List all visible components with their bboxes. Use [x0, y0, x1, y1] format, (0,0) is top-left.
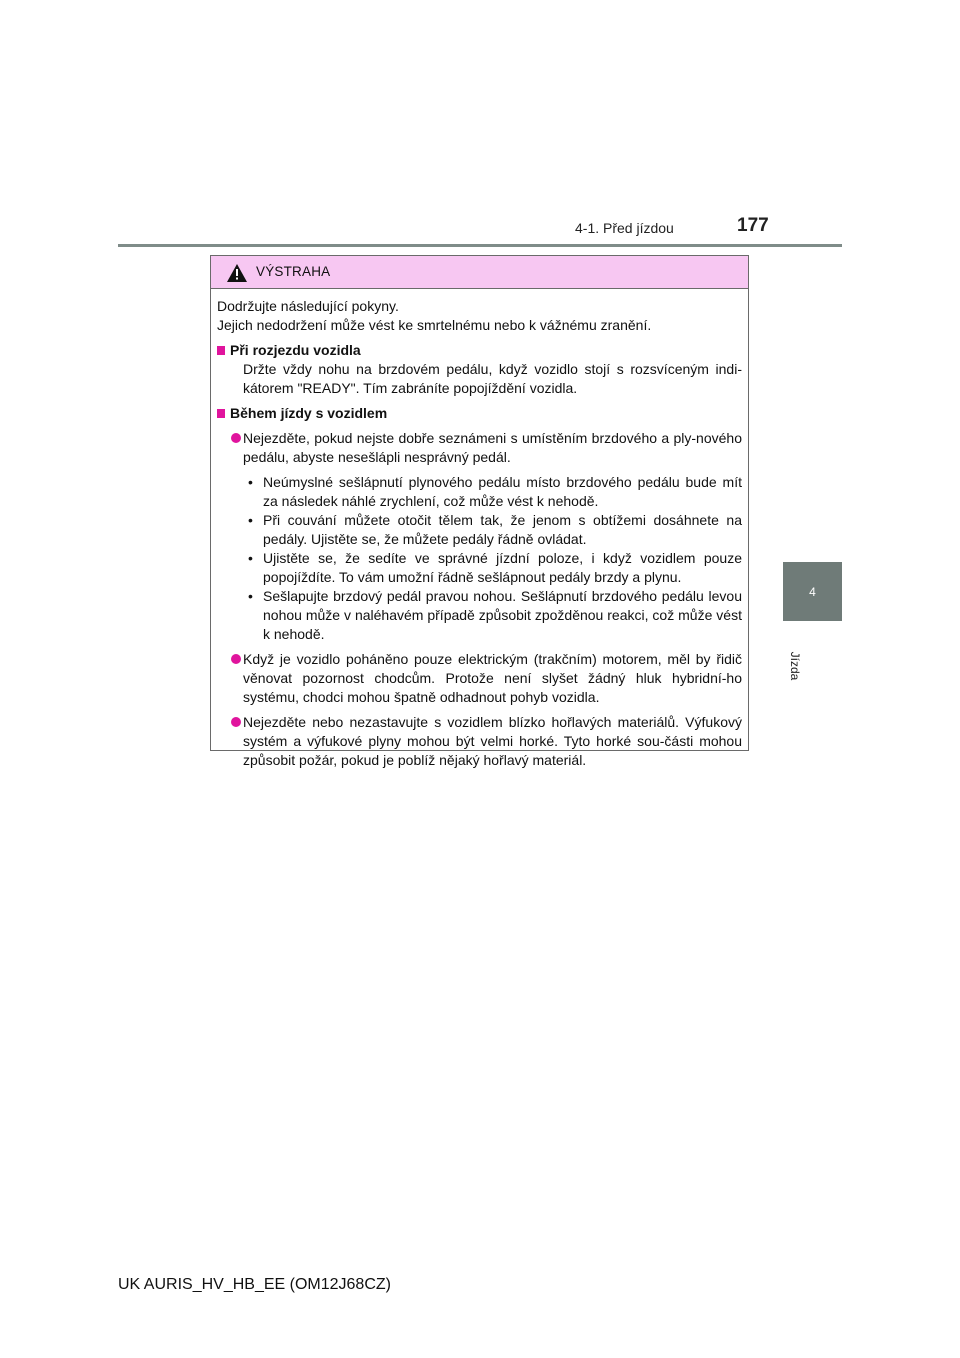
sub-item-text: Sešlapujte brzdový pedál pravou nohou. Sešlápnutí brzdového pedálu levou nohou může v naléhavém případě způsobit zpožděnou reakci, což může vést k nehodě. — [263, 588, 742, 642]
sub-item — [248, 511, 742, 549]
header-section-title: 4-1. Před jízdou — [575, 220, 674, 236]
sub-item-text: Neúmyslné sešlápnutí plynového pedálu místo brzdového pedálu bude mít za následek náhlé zrychlení, což může vést k nehodě. — [263, 474, 742, 509]
footer-document-code: UK AURIS_HV_HB_EE (OM12J68CZ) — [118, 1276, 391, 1293]
sub-item-text: Ujistěte se, že sedíte ve správné jízdní poloze, i když vozidlem pouze popojíždíte. To vám umožní řádně sešlápnout pedály brzdy a plynu. — [263, 550, 742, 585]
sub-item — [248, 549, 742, 587]
sub-item-marker: • — [248, 512, 253, 528]
bullet-item — [217, 650, 742, 707]
circle-bullet-icon — [231, 433, 241, 443]
page-number: 177 — [737, 215, 769, 236]
square-bullet-icon — [217, 346, 225, 355]
warning-box — [210, 255, 749, 768]
section-heading-start-text: Při rozjezdu vozidla — [230, 342, 361, 358]
square-bullet-icon — [217, 409, 225, 418]
warning-intro — [217, 297, 742, 335]
bullet-item-text: Nejezděte nebo nezastavujte s vozidlem blízko hořlavých materiálů. Výfukový systém a výfukové plyny mohou být velmi horké. Tyto horké sou-části mohou způsobit požár, pokud je poblíž nějaký hořlavý materiál. — [243, 714, 742, 768]
sub-item-text: Při couvání můžete otočit tělem tak, že jenom s obtížemi dosáhnete na pedály. Ujistěte se, že můžete pedály řádně ovládat. — [263, 512, 742, 547]
sub-list — [217, 473, 742, 644]
sub-item — [248, 587, 742, 644]
bullet-item — [217, 429, 742, 467]
chapter-tab — [783, 562, 842, 621]
section-heading-start — [217, 341, 742, 360]
sub-item-marker: • — [248, 474, 253, 490]
sub-item-marker: • — [248, 550, 253, 566]
chapter-tab-number: 4 — [809, 584, 816, 599]
warning-triangle-icon — [226, 263, 248, 283]
circle-bullet-icon — [231, 717, 241, 727]
section-start-text: Držte vždy nohu na brzdovém pedálu, když vozidlo stojí s rozsvíceným indi-kátorem "READY". Tím zabráníte popojíždění vozidla. — [243, 361, 742, 396]
section-heading-driving-text: Během jízdy s vozidlem — [230, 405, 388, 421]
warning-body — [211, 289, 748, 770]
sub-item — [248, 473, 742, 511]
warning-header — [211, 256, 748, 289]
warning-title: VÝSTRAHA — [256, 264, 331, 279]
header-divider — [118, 244, 842, 247]
section-heading-driving — [217, 404, 742, 423]
chapter-tab-label: Jízda — [788, 651, 802, 681]
bullet-item — [217, 713, 742, 770]
intro-line-1: Dodržujte následující pokyny. — [217, 298, 399, 314]
circle-bullet-icon — [231, 654, 241, 664]
sub-item-marker: • — [248, 588, 253, 604]
bullet-item-text: Když je vozidlo poháněno pouze elektrickým (trakčním) motorem, měl by řidič věnovat pozornost chodcům. Protože není slyšet žádný hluk hybridní-ho systému, chodci mohou špatně odhadnout pohyb vozidla. — [243, 651, 742, 705]
intro-line-2: Jejich nedodržení může vést ke smrtelnému nebo k vážnému zranění. — [217, 317, 652, 333]
bullet-item-text: Nejezděte, pokud nejste dobře seznámeni s umístěním brzdového a ply-nového pedálu, abyste nesešlápli nesprávný pedál. — [243, 430, 742, 465]
